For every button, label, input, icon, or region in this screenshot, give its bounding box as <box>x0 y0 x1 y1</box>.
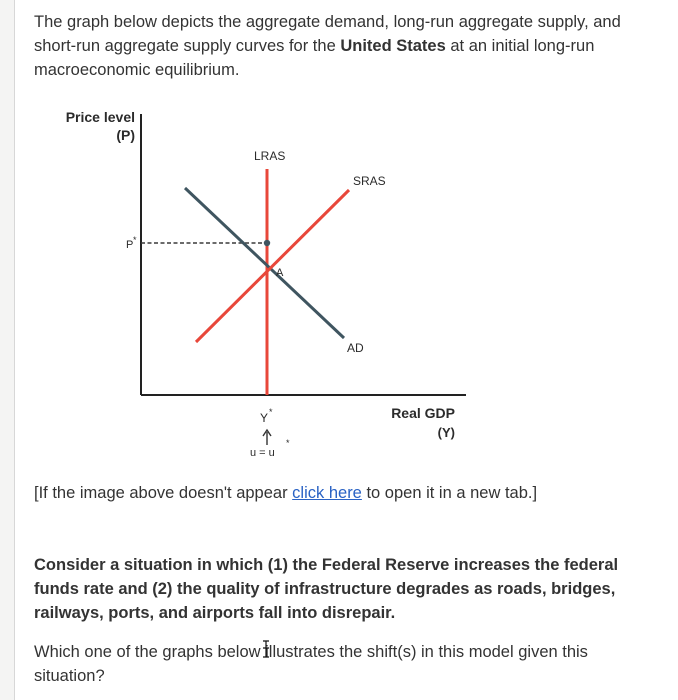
intro-part1: The graph below depicts the aggregate demand, long-run aggregate supply, and short-run aggregate supply curves for the <box>34 13 621 55</box>
potential-output-label: Y <box>260 411 269 425</box>
intro-text <box>34 10 664 82</box>
price-level-label: P <box>126 239 134 251</box>
y-axis-label-line1: Price level <box>65 109 135 125</box>
intro-country: United States <box>340 37 446 55</box>
x-axis-label-line1: Real GDP <box>391 405 455 421</box>
natural-unemployment-label: u = u <box>250 447 275 459</box>
image-fallback-note <box>34 481 654 505</box>
y-axis-label-line2: (P) <box>116 127 135 143</box>
equilibrium-label: A <box>276 267 284 279</box>
natural-unemployment-star: * <box>286 438 290 448</box>
potential-output-star: * <box>269 407 273 417</box>
sras-label: SRAS <box>353 174 386 188</box>
note-after: to open it in a new tab.] <box>361 484 538 502</box>
question-text: Which one of the graphs below illustrates the shift(s) in this model given this situation? <box>34 643 588 685</box>
note-before: [If the image above doesn't appear <box>34 484 293 502</box>
lras-label: LRAS <box>254 149 286 163</box>
equilibrium-point <box>264 240 270 246</box>
text-cursor-icon <box>262 640 270 658</box>
intro-part2: at an initial long-run macroeconomic equilibrium. <box>34 37 595 79</box>
open-image-link[interactable]: click here <box>292 484 362 502</box>
ad-label: AD <box>347 341 364 355</box>
x-axis-label-line2: (Y) <box>437 425 455 440</box>
price-level-star: * <box>133 235 137 245</box>
ad-line <box>185 188 344 338</box>
ad-as-graph <box>0 100 678 470</box>
scenario-text: Consider a situation in which (1) the Federal Reserve increases the federal funds rate and (2) the quality of infrastructure degrades as roads, bridges, railways, ports, and airports fall into disrepair. <box>34 556 619 622</box>
